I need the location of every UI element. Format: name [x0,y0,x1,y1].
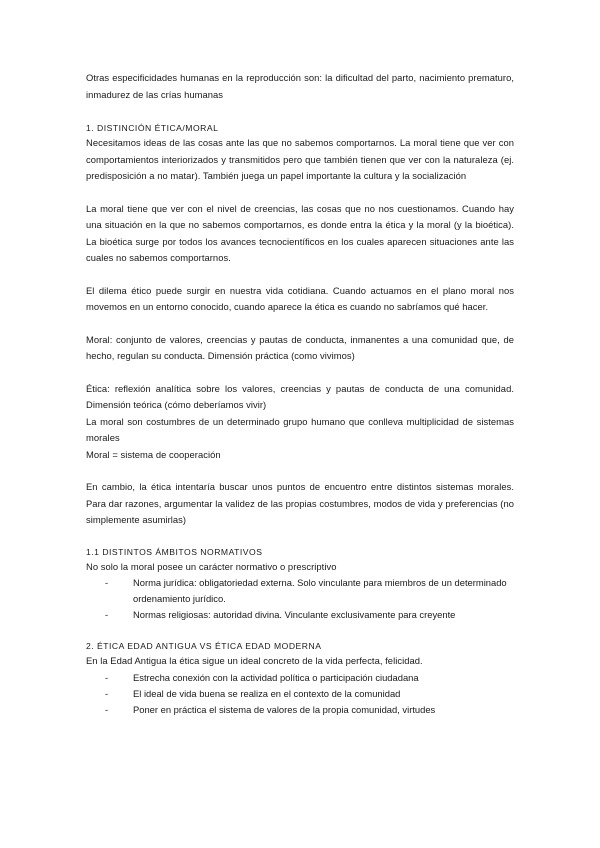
list-item: - Normas religiosas: autoridad divina. Vinculante exclusivamente para creyente [105,609,456,620]
list-item: - Poner en práctica el sistema de valores de la propia comunidad, virtudes [105,703,436,715]
intro-paragraph: Otras especificidades humanas en la reproducción son: la dificultad del parto, nacimiento prematuro, inmadurez de las crías humanas [86,72,514,100]
etica-definition: Ética: reflexión analítica sobre los valores, creencias y pautas de conducta de una comunidad. Dimensión teórica (cómo deberíamos vivir) [86,382,514,410]
section-1-heading: 1. DISTINCIÓN ÉTICA/MORAL [86,123,219,133]
section-1-paragraph-1: Necesitamos ideas de las cosas ante las que no sabemos comportarnos. La moral tiene que ver con comportamientos interiorizados y transmitidos pero que también tienen que ver con la naturaleza (ej. predisposición a no matar). También juega un papel importante la cultura y la socialización [86,137,514,181]
section-1-1-heading: 1.1 DISTINTOS ÁMBITOS NORMATIVOS [86,546,263,557]
moral-costumbres: La moral son costumbres de un determinado grupo humano que conlleva multiplicidad de sistemas morales [86,415,514,443]
section-2-intro: En la Edad Antigua la ética sigue un ideal concreto de la vida perfecta, felicidad. [86,655,423,666]
normative-list [86,575,514,623]
moral-definition: Moral: conjunto de valores, creencias y pautas de conducta, inmanentes a una comunidad que, de hecho, regulan su conducta. Dimensión práctica (como vivimos) [86,333,514,361]
moral-cooperacion: Moral = sistema de cooperación [86,448,221,460]
list-item: - Norma jurídica: obligatoriedad externa. Solo vinculante para miembros de un determinado ordenamiento jurídico. [105,577,507,604]
section-1-paragraph-8: En cambio, la ética intentaría buscar unos puntos de encuentro entre distintos sistemas morales. Para dar razones, argumentar la validez de las propias costumbres, modos de vida y preferencias (no simplemente asumirlas) [86,481,514,525]
section-1-paragraph-2: La moral tiene que ver con el nivel de creencias, las cosas que no nos cuestionamos. Cuando hay una situación en la que no sabemos comportarnos, es donde entra la ética y la moral (y la bioética). La bioética surge por todos los avances tecnocientíficos en los cuales aparecen situaciones ante las cuales no sabemos comportarnos. [86,202,514,263]
antigua-list [86,670,514,718]
list-item: - El ideal de vida buena se realiza en el contexto de la comunidad [105,687,401,699]
section-1-1-intro: No solo la moral posee un carácter normativo o prescriptivo [86,560,337,572]
section-2-heading: 2. ÉTICA EDAD ANTIGUA VS ÉTICA EDAD MODERNA [86,641,322,651]
list-item: - Estrecha conexión con la actividad política o participación ciudadana [105,671,419,683]
section-1-paragraph-3: El dilema ético puede surgir en nuestra vida cotidiana. Cuando actuamos en el plano moral nos movemos en un entorno conocido, cuando aparece la ética es cuando no sabríamos qué hacer. [86,284,514,312]
